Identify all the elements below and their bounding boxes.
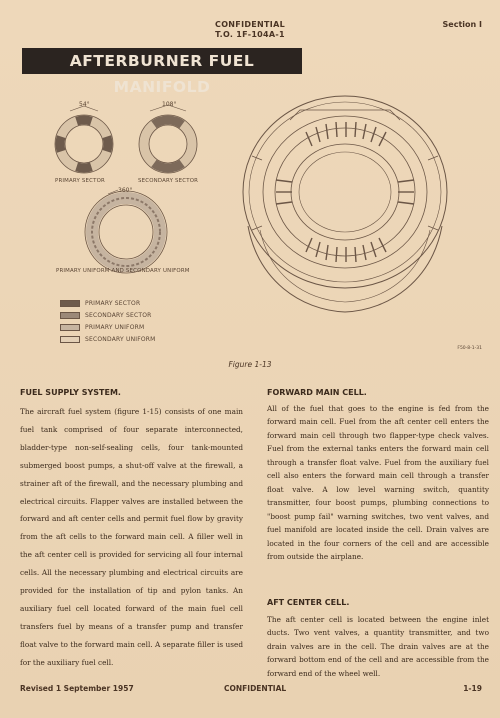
legend-item	[60, 321, 156, 333]
legend-item	[60, 309, 156, 321]
legend-label: SECONDARY UNIFORM	[85, 335, 156, 343]
primary-angle-label: 54°	[79, 101, 90, 108]
forward-main-cell-heading: FORWARD MAIN CELL.	[267, 388, 367, 397]
figure-number: F50-8-1-31	[457, 346, 482, 351]
aft-center-cell-text: The aft center cell is located between the engine inlet ducts. Two vent valves, a quantity transmitter, and two drain valves are in the cell. The drain valves are at the forward bottom end of the cell and are accessible from the forward end of the wheel well.	[267, 615, 489, 678]
legend-swatch	[60, 336, 80, 343]
legend-item	[60, 333, 156, 345]
primary-sector-caption: PRIMARY SECTOR	[55, 178, 106, 184]
legend-swatch	[60, 324, 80, 331]
legend-swatch	[60, 300, 80, 307]
fuel-supply-text: The aircraft fuel system (figure 1-15) consists of one main fuel tank comprised of four separate interconnected, bladder-type non-self-sealing cells, four tank-mounted submerged boost pumps, a shut-off valve at the firewall, a strainer aft of the firewall, and the necessary plumbing and electrical circuits. Flapper valves are installed between the forward and aft center cells and permit fuel flow by gravity from the aft cells to the forward main cell. A filler well in the aft center cell is provided for servicing all four internal cells. All the necessary plumbing and electrical circuits are provided for the installation of tip and pylon tanks. An auxiliary fuel cell located forward of the main fuel cell transfers fuel by means of a transfer pump and transfer float valve to the forward main cell. A separate filler is used for the auxiliary fuel cell.	[20, 407, 243, 667]
footer-classification: CONFIDENTIAL	[224, 684, 287, 693]
diagram-legend	[60, 297, 156, 345]
legend-label: PRIMARY SECTOR	[85, 299, 141, 307]
figure-caption: Figure 1-13	[228, 360, 272, 369]
secondary-sector-caption: SECONDARY SECTOR	[138, 178, 199, 184]
primary-sector-ring	[55, 106, 113, 173]
manifold-drawing	[243, 96, 447, 312]
legend-label: PRIMARY UNIFORM	[85, 323, 145, 331]
header-section: Section I	[442, 20, 482, 29]
legend-swatch	[60, 312, 80, 319]
forward-main-cell-text: All of the fuel that goes to the engine is fed from the forward main cell. Fuel from the aft center cell enters the forward main cell through two flapper-type check valves. Fuel from the external tanks enters the forward main cell through a transfer float valve. Fuel from the auxiliary fuel cell also enters the forward main cell through a transfer float valve. A low level warning switch, quantity transmitter, four boost pumps, plumbing connections to "boost pump fail" warning switches, two vent valves, and fuel manifold are located inside the cell. Drain valves are located in the four corners of the cell and are accessible from outside the airplane.	[267, 404, 489, 561]
fuel-supply-heading: FUEL SUPPLY SYSTEM.	[20, 388, 121, 397]
header-doc-number: T.O. 1F-104A-1	[215, 30, 285, 39]
secondary-angle-label: 108°	[162, 101, 177, 108]
legend-item	[60, 297, 156, 309]
page-title: AFTERBURNER FUEL MANIFOLD	[22, 48, 302, 74]
aft-center-cell-heading: AFT CENTER CELL.	[267, 598, 350, 607]
uniform-angle-label: 360°	[118, 187, 133, 194]
legend-label: SECONDARY SECTOR	[85, 311, 152, 319]
page-header	[0, 20, 500, 40]
footer-page-number: 1-19	[463, 684, 482, 693]
footer-revised: Revised 1 September 1957	[20, 684, 134, 693]
uniform-caption: PRIMARY UNIFORM AND SECONDARY UNIFORM	[56, 268, 190, 274]
uniform-ring	[85, 190, 167, 273]
secondary-sector-ring	[139, 105, 197, 173]
header-classification: CONFIDENTIAL	[215, 20, 285, 29]
